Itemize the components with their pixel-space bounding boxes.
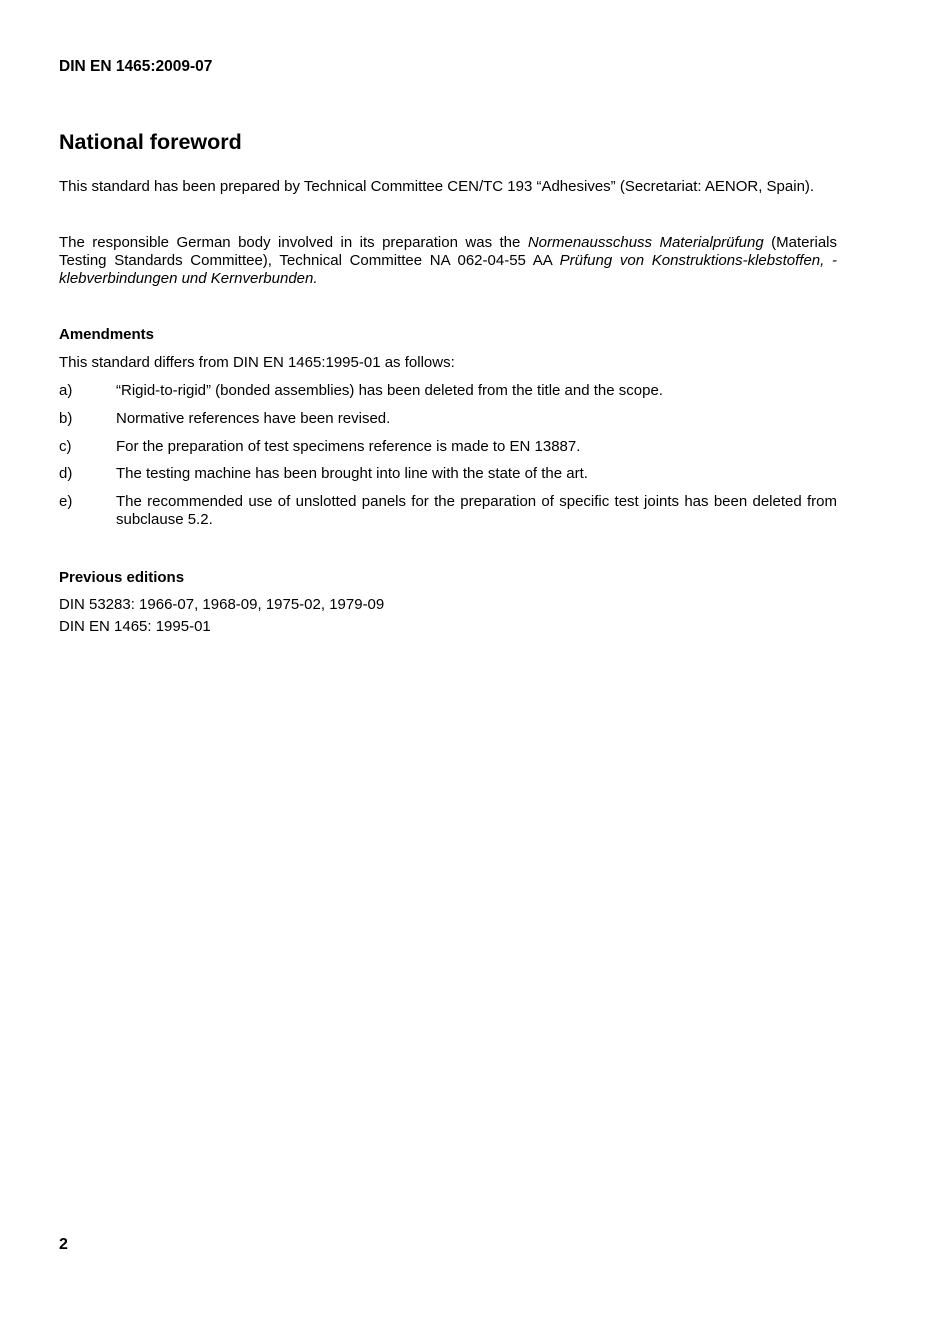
amendment-item [59, 410, 837, 428]
paragraph-text-part: (Materials Testing Standards Committee), Technical Committee NA 062-04-55 AA [59, 234, 837, 269]
paragraph-committee: This standard has been prepared by Technical Committee CEN/TC 193 “Adhesives” (Secretariat: AENOR, Spain). [59, 178, 815, 195]
amendment-item-text: The recommended use of unslotted panels for the preparation of specific test joints has been deleted from subclause 5.2. [116, 493, 837, 528]
page-number: 2 [59, 1236, 68, 1253]
paragraph-responsible-body [59, 234, 837, 288]
previous-editions-heading: Previous editions [59, 569, 185, 586]
amendment-item-letter: d) [59, 465, 73, 482]
amendment-item-text: The testing machine has been brought into line with the state of the art. [116, 465, 588, 482]
amendment-item-letter: e) [59, 493, 73, 510]
amendment-item [59, 465, 837, 483]
amendments-intro: This standard differs from DIN EN 1465:1995-01 as follows: [59, 354, 455, 371]
subcommittee-name-german: Prüfung von Konstruktions-klebstoffen, -klebverbindungen und Kernverbunden. [59, 252, 837, 287]
previous-edition-line: DIN 53283: 1966-07, 1968-09, 1975-02, 1979-09 [59, 596, 385, 613]
document-identifier: DIN EN 1465:2009-07 [59, 58, 213, 75]
amendment-item-text: For the preparation of test specimens reference is made to EN 13887. [116, 438, 581, 455]
amendment-item [59, 493, 837, 529]
amendment-item [59, 438, 837, 456]
amendment-item-letter: b) [59, 410, 73, 427]
amendment-item-letter: c) [59, 438, 72, 455]
amendment-item [59, 382, 837, 400]
paragraph-text-part: The responsible German body involved in its preparation was the [59, 234, 528, 251]
committee-name-german: Normenausschuss Materialprüfung [527, 234, 764, 251]
previous-edition-line: DIN EN 1465: 1995-01 [59, 618, 211, 635]
amendment-item-letter: a) [59, 382, 73, 399]
amendments-heading: Amendments [59, 326, 155, 343]
amendment-item-text: “Rigid-to-rigid” (bonded assemblies) has been deleted from the title and the scope. [116, 382, 663, 399]
section-title: National foreword [59, 130, 242, 154]
amendment-item-text: Normative references have been revised. [116, 410, 391, 427]
